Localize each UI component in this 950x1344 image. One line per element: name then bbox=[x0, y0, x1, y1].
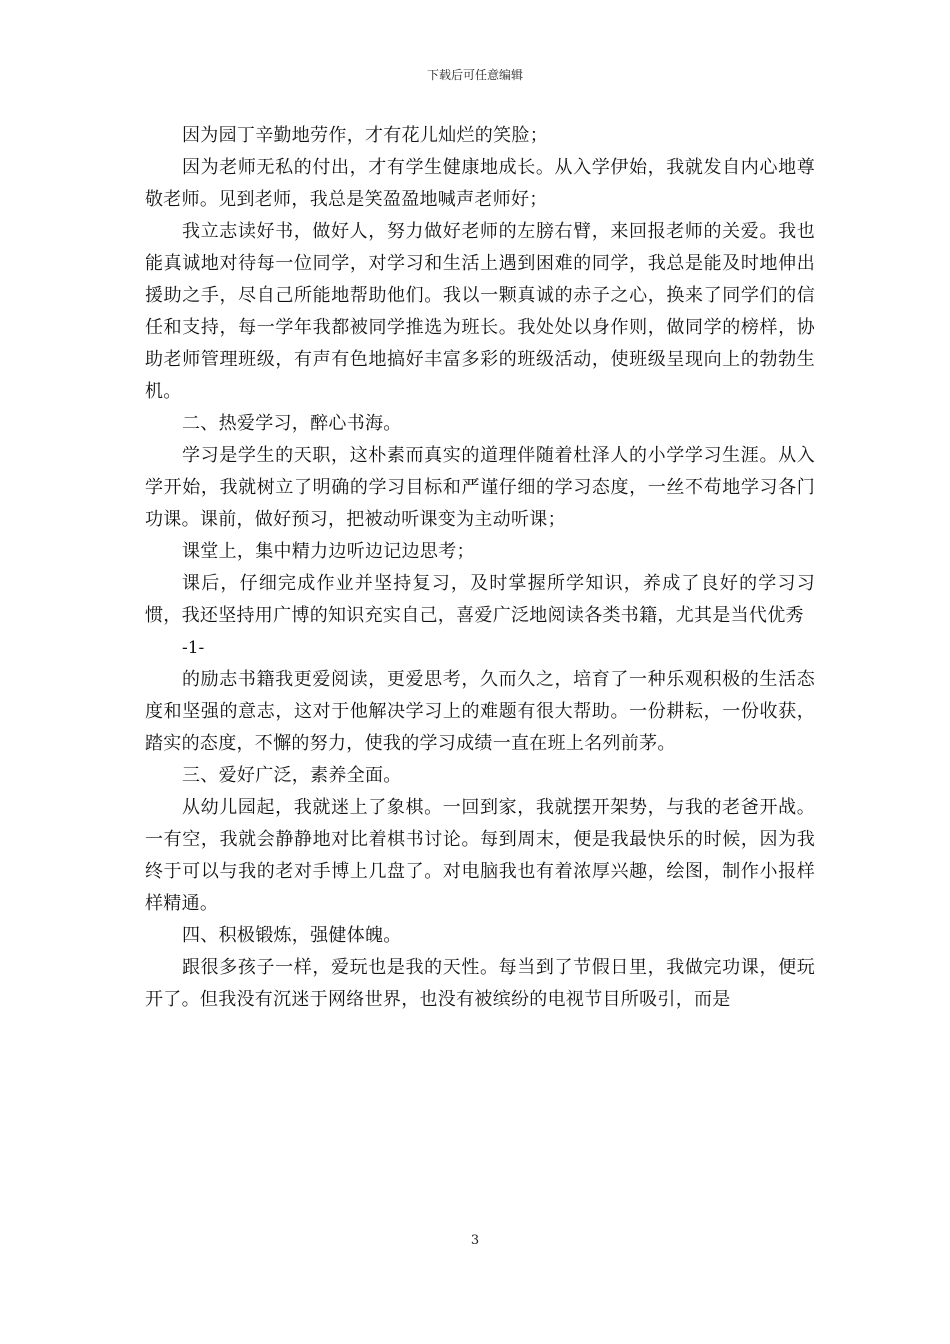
paragraph: 我立志读好书，做好人，努力做好老师的左膀右臂，来回报老师的关爱。我也能真诚地对待每一位同学，对学习和生活上遇到困难的同学，我总是能及时地伸出援助之手，尽自己所能地帮助他们。我以一颗真诚的赤子之心，换来了同学们的信任和支持，每一学年我都被同学推选为班长。我处处以身作则，做同学的榜样，协助老师管理班级，有声有色地搞好丰富多彩的班级活动，使班级呈现向上的勃勃生机。 bbox=[145, 221, 815, 402]
section-heading: 三、爱好广泛，素养全面。 bbox=[182, 765, 402, 786]
page-header: 下载后可任意编辑 bbox=[426, 68, 523, 82]
paragraph: 的励志书籍我更爱阅读，更爱思考，久而久之，培育了一种乐观积极的生活态度和坚强的意志，这对于他解决学习上的难题有很大帮助。一份耕耘，一份收获，踏实的态度，不懈的努力，使我的学习成绩一直在班上名列前茅。 bbox=[145, 669, 815, 754]
page-number: 3 bbox=[470, 1233, 480, 1248]
paragraph: 课堂上，集中精力边听边记边思考； bbox=[182, 541, 475, 562]
paragraph: 课后，仔细完成作业并坚持复习，及时掌握所学知识，养成了良好的学习习惯，我还坚持用广博的知识充实自己，喜爱广泛地阅读各类书籍，尤其是当代优秀 bbox=[145, 573, 815, 626]
section-heading: 二、热爱学习，醉心书海。 bbox=[182, 413, 402, 434]
paragraph: 因为园丁辛勤地劳作，才有花儿灿烂的笑脸； bbox=[182, 125, 548, 146]
paragraph: 学习是学生的天职，这朴素而真实的道理伴随着杜泽人的小学学习生涯。从入学开始，我就树立了明确的学习目标和严谨仔细的学习态度，一丝不苟地学习各门功课。课前，做好预习，把被动听课变为主动听课； bbox=[145, 445, 815, 530]
document-body bbox=[145, 120, 815, 1016]
section-heading: 四、积极锻炼，强健体魄。 bbox=[182, 925, 402, 946]
inline-page-marker: -1- bbox=[182, 638, 205, 658]
paragraph: 跟很多孩子一样，爱玩也是我的天性。每当到了节假日里，我做完功课，便玩开了。但我没有沉迷于网络世界，也没有被缤纷的电视节目所吸引，而是 bbox=[145, 957, 815, 1010]
paragraph: 因为老师无私的付出，才有学生健康地成长。从入学伊始，我就发自内心地尊敬老师。见到老师，我总是笑盈盈地喊声老师好； bbox=[145, 157, 815, 210]
paragraph: 从幼儿园起，我就迷上了象棋。一回到家，我就摆开架势，与我的老爸开战。一有空，我就会静静地对比着棋书讨论。每到周末，便是我最快乐的时候，因为我终于可以与我的老对手博上几盘了。对电脑我也有着浓厚兴趣，绘图，制作小报样样精通。 bbox=[145, 797, 815, 914]
